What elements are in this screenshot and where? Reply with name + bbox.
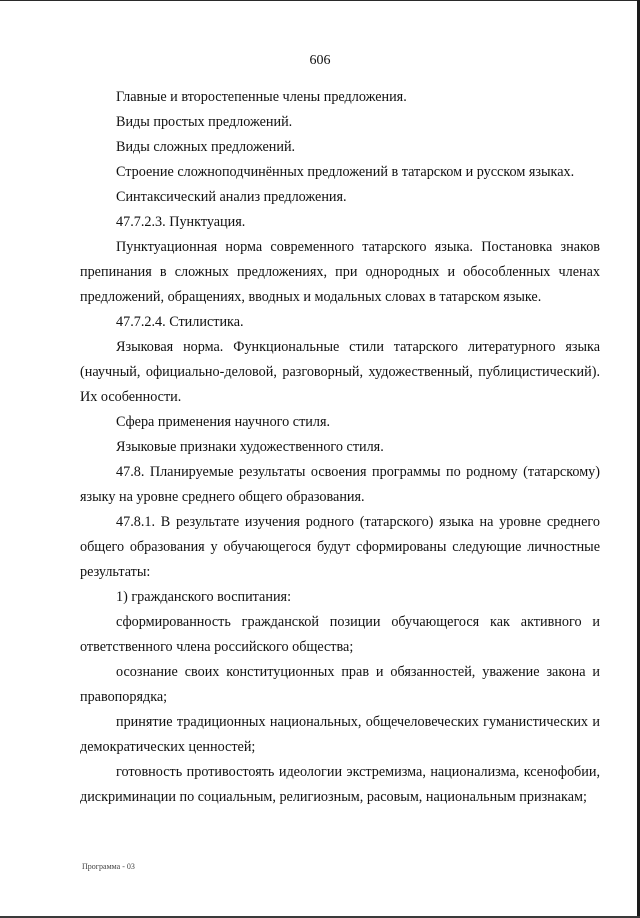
paragraph: Языковая норма. Функциональные стили татарского литературного языка (научный, официально-деловой, разговорный, художественный, публицистический). Их особенности. (80, 339, 600, 405)
paragraph: Виды простых предложений. (116, 114, 293, 130)
list-item: готовность противостоять идеологии экстремизма, национализма, ксенофобии, дискриминации по социальным, религиозным, расовым, национальным признакам; (80, 764, 600, 805)
paragraph: Строение сложноподчинённых предложений в татарском и русском языках. (116, 164, 575, 180)
paragraph: Сфера применения научного стиля. (116, 414, 331, 430)
paragraph: Пунктуационная норма современного татарского языка. Постановка знаков препинания в сложных предложениях, при однородных и обособленных членах предложений, обращениях, вводных и модальных словах в татарском языке. (80, 239, 600, 305)
paragraph: Языковые признаки художественного стиля. (116, 439, 384, 455)
document-body (80, 85, 600, 810)
list-item: сформированность гражданской позиции обучающегося как активного и ответственного члена российского общества; (80, 614, 600, 655)
section-heading: 47.7.2.4. Стилистика. (116, 314, 244, 330)
paragraph: Виды сложных предложений. (116, 139, 296, 155)
section-heading: 47.7.2.3. Пунктуация. (116, 214, 246, 230)
scan-edge-top (0, 0, 640, 1)
footer-label: Программа - 03 (82, 862, 135, 871)
paragraph: Главные и второстепенные члены предложения. (116, 89, 407, 105)
list-heading: 1) гражданского воспитания: (116, 589, 292, 605)
list-item: принятие традиционных национальных, общечеловеческих гуманистических и демократических ценностей; (80, 714, 600, 755)
page-number: 606 (309, 53, 331, 68)
paragraph: Синтаксический анализ предложения. (116, 189, 347, 205)
section-heading: 47.8. Планируемые результаты освоения программы по родному (татарскому) языку на уровне среднего общего образования. (80, 464, 600, 505)
list-item: осознание своих конституционных прав и обязанностей, уважение закона и правопорядка; (80, 664, 600, 705)
paragraph: 47.8.1. В результате изучения родного (татарского) языка на уровне среднего общего образования у обучающегося будут сформированы следующие личностные результаты: (80, 514, 600, 580)
